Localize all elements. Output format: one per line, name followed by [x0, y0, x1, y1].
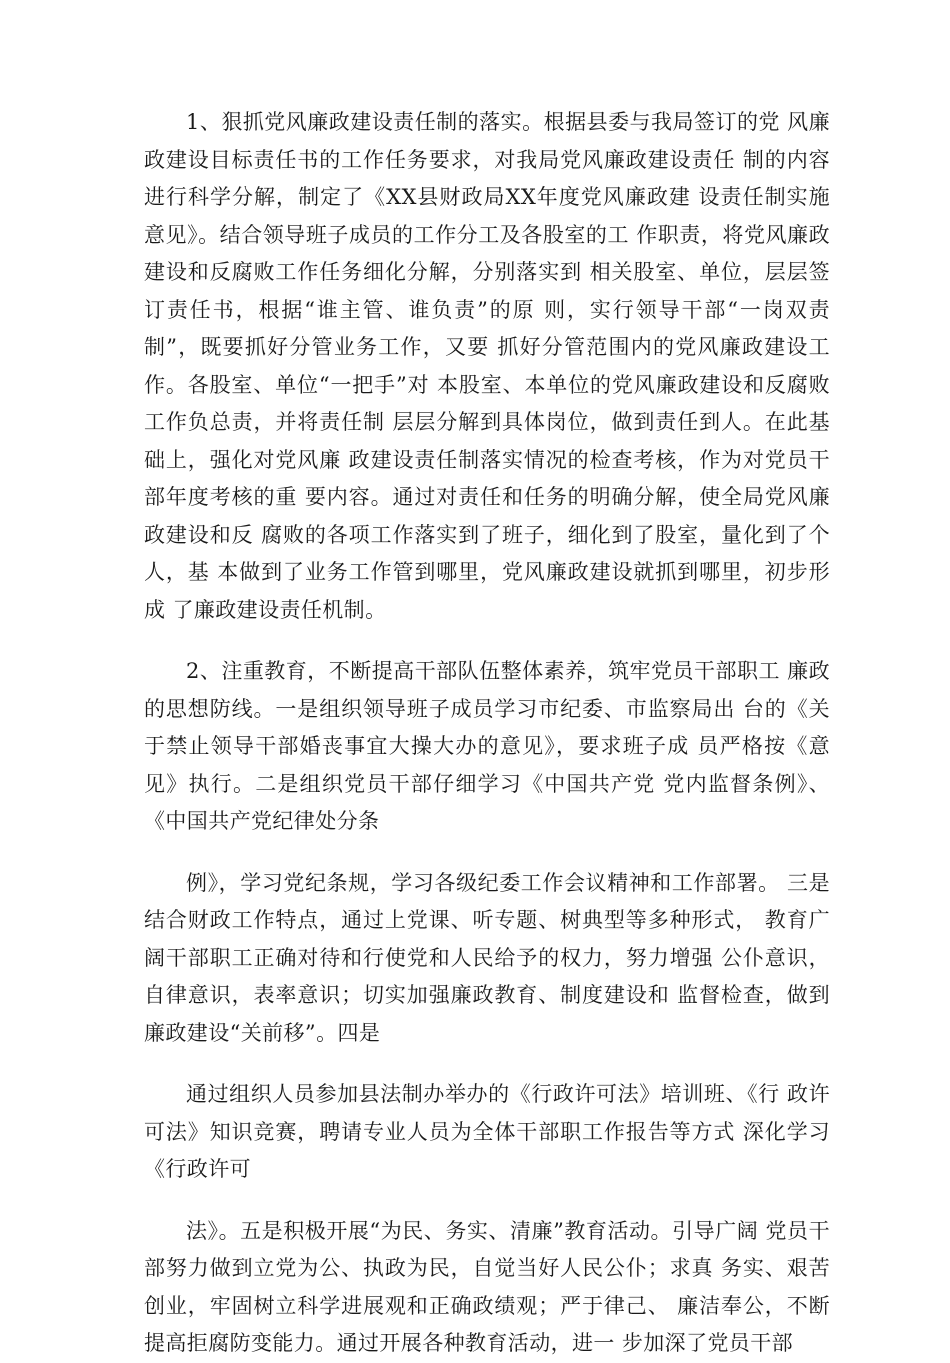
- paragraph-responsibility-system: 1、狠抓党风廉政建设责任制的落实。根据县委与我局签订的党 风廉政建设目标责任书的工作任务要求，对我局党风廉政建设责任 制的内容进行科学分解，制定了《XX县财政局XX年度党风廉政建 设责任制实施意见》。结合领导班子成员的工作分工及各股室的工 作职责，将党风廉政建设和反腐败工作任务细化分解，分别落实到 相关股室、单位，层层签订责任书，根据“谁主管、谁负责”的原 则，实行领导干部“一岗双责制”，既要抓好分管业务工作，又要 抓好分管范围内的党风廉政建设工作。各股室、单位“一把手”对 本股室、本单位的党风廉政建设和反腐败工作负总责，并将责任制 层层分解到具体岗位，做到责任到人。在此基础上，强化对党风廉 政建设责任制落实情况的检查考核，作为对党员干部年度考核的重 要内容。通过对责任和任务的明确分解，使全局党风廉政建设和反 腐败的各项工作落实到了班子，细化到了股室，量化到了个人，基 本做到了业务工作管到哪里，党风廉政建设就抓到哪里，初步形成 了廉政建设责任机制。: [144, 110, 830, 622]
- paragraph-education: 2、注重教育，不断提高干部队伍整体素养，筑牢党员干部职工 廉政的思想防线。一是组织领导班子成员学习市纪委、市监察局出 台的《关于禁止领导干部婚丧事宜大操大办的意见》，要求班子成 员严格按《意见》执行。二是组织党员干部仔细学习《中国共产党 党内监督条例》、《中国共产党纪律处分条: [144, 659, 830, 833]
- paragraph-administrative-licensing: 通过组织人员参加县法制办举办的《行政许可法》培训班、《行 政许可法》知识竞赛，聘请专业人员为全体干部职工作报告等方式 深化学习《行政许可: [144, 1082, 830, 1181]
- paragraph-education-continued: 例》，学习党纪条规，学习各级纪委工作会议精神和工作部署。 三是结合财政工作特点，通过上党课、听专题、树典型等多种形式， 教育广阔干部职工正确对待和行使党和人民给予的权力，努力增强 公仆意识，自律意识，表率意识；切实加强廉政教育、制度建设和 监督检查，做到廉政建设“关前移”。四是: [144, 870, 830, 1045]
- document-body: [144, 104, 830, 1363]
- paragraph-activities: 法》。五是积极开展“为民、务实、清廉”教育活动。引导广阔 党员干部努力做到立党为公、执政为民，自觉当好人民公仆；求真 务实、艰苦创业，牢固树立科学进展观和正确政绩观；严于律己、 廉洁奉公，不断提高拒腐防变能力。通过开展各种教育活动，进一 步加深了党员干部: [144, 1218, 830, 1355]
